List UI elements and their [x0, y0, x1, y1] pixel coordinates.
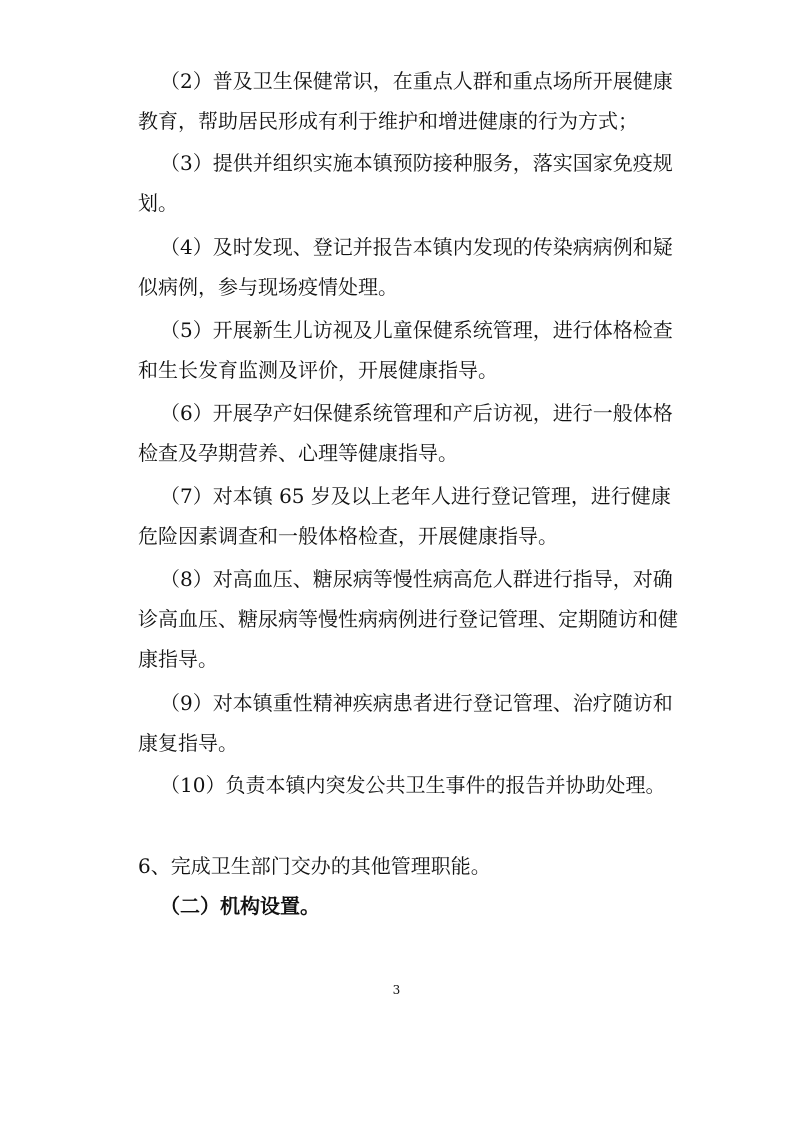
- item-7-line-2: 危险因素调查和一般体格检查，开展健康指导。: [138, 524, 558, 548]
- item-8: [138, 559, 693, 679]
- item-3: [138, 143, 693, 223]
- section-heading-text: （二）机构设置。: [160, 894, 320, 918]
- item-8-line-1: （8）对高血压、糖尿病等慢性病高危人群进行指导，对确: [160, 567, 673, 591]
- item-9-line-2: 康复指导。: [138, 731, 238, 755]
- item-10: [138, 765, 693, 805]
- item-5-line-2: 和生长发育监测及评价，开展健康指导。: [138, 358, 498, 382]
- numbered-item-6: [138, 846, 693, 886]
- item-6-sub-line-1: （6）开展孕产妇保健系统管理和产后访视，进行一般体格: [160, 401, 673, 425]
- item-2: [138, 61, 693, 141]
- item-5-line-1: （5）开展新生儿访视及儿童保健系统管理，进行体格检查: [160, 318, 673, 342]
- item-5: [138, 310, 693, 390]
- item-2-line-1: （2）普及卫生保健常识，在重点人群和重点场所开展健康: [160, 69, 673, 93]
- item-10-line-1: （10）负责本镇内突发公共卫生事件的报告并协助处理。: [160, 773, 666, 797]
- item-4: [138, 227, 693, 307]
- item-7-line-1: （7）对本镇 65 岁及以上老年人进行登记管理，进行健康: [160, 484, 671, 508]
- item-3-line-1: （3）提供并组织实施本镇预防接种服务，落实国家免疫规: [160, 151, 673, 175]
- item-8-line-3: 康指导。: [138, 647, 218, 671]
- item-2-line-2: 教育，帮助居民形成有利于维护和增进健康的行为方式；: [138, 109, 638, 133]
- item-7: [138, 476, 693, 556]
- item-6-sub: [138, 393, 693, 473]
- item-9: [138, 683, 693, 763]
- page-number-text: 3: [392, 983, 401, 997]
- section-heading: [160, 886, 320, 926]
- item-9-line-1: （9）对本镇重性精神疾病患者进行登记管理、治疗随访和: [160, 691, 673, 715]
- item-4-line-1: （4）及时发现、登记并报告本镇内发现的传染病病例和疑: [160, 235, 673, 259]
- item-3-line-2: 划。: [138, 191, 178, 215]
- numbered-item-6-text: 6、完成卫生部门交办的其他管理职能。: [138, 854, 491, 878]
- page-number: [0, 982, 793, 998]
- item-4-line-2: 似病例，参与现场疫情处理。: [138, 275, 398, 299]
- item-8-line-2: 诊高血压、糖尿病等慢性病病例进行登记管理、定期随访和健: [138, 607, 678, 631]
- item-6-sub-line-2: 检查及孕期营养、心理等健康指导。: [138, 441, 458, 465]
